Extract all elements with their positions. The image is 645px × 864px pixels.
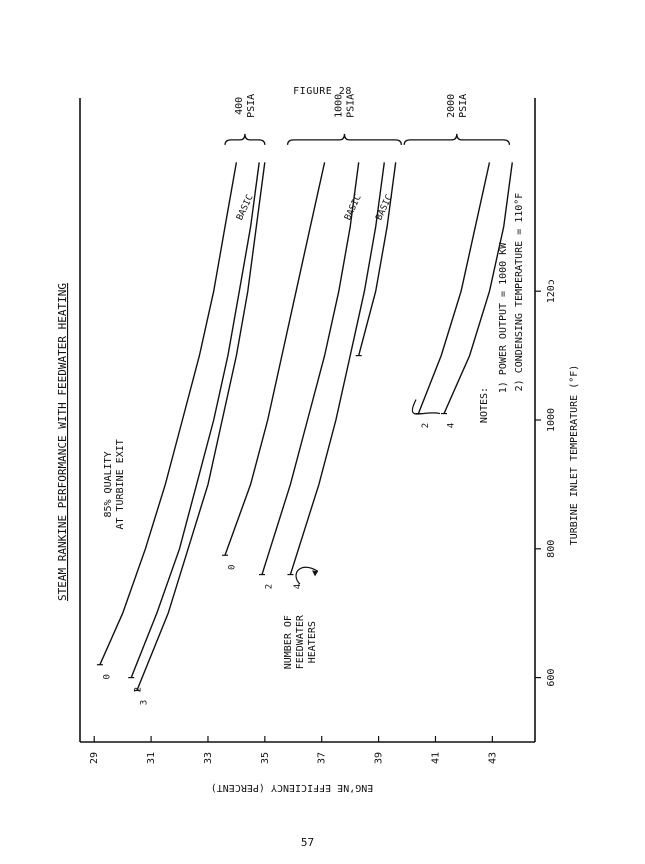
group-label-line1-0: 2000 [445,93,457,118]
group-label-line1-2: 400 [233,96,245,115]
group-label-line2-0: PSIA [457,93,469,118]
efficiency-tick-label-35: 35 [259,751,271,765]
efficiency-tick-label-39: 39 [373,751,385,765]
efficiency-ticks [89,736,498,793]
series-end-label-7: 2 [133,686,144,693]
series-line-6 [137,162,265,690]
efficiency-tick-label-33: 33 [202,751,214,765]
series-end-label-1: 2 [420,422,431,429]
group-brace-2 [225,134,265,145]
temperature-ticks [535,279,580,686]
group-label-line2-2: PSIA [245,93,257,118]
pressure-groups [225,94,509,145]
series-line-8 [100,162,237,664]
quality-arrow [412,400,440,415]
series-end-label-8: 0 [102,674,113,680]
series-end-label-6: 3 [139,699,150,706]
series-end-label-5: 0 [227,564,238,570]
heaters-note-line2: FEEDWATER [295,615,306,670]
group-brace-0 [404,134,509,145]
temperature-tick-label-600: 600 [546,668,557,687]
quality-note-line2: AT TURBINE EXIT [115,439,126,530]
series-end-label-0: 4 [446,422,457,429]
heaters-note-line3: HEATERS [307,621,318,664]
temperature-tick-label-1200: 120ɔ [546,279,557,304]
series-line-7 [131,162,259,677]
heaters-arrowhead [312,570,318,576]
heaters-note-line1: NUMBER OF [283,615,294,670]
series-line-3 [290,162,384,574]
efficiency-tick-label-31: 31 [146,751,158,765]
basic-label-400: BASIC [235,193,256,223]
figure-label: FIGURE 28 [293,86,352,97]
temperature-tick-label-800: 800 [546,539,557,558]
efficiency-tick-label-37: 37 [316,751,328,765]
series-end-label-3: 4 [292,583,303,590]
series-line-2 [359,162,396,355]
efficiency-tick-label-43: 43 [487,751,499,765]
series-line-5 [225,162,325,555]
efficiency-tick-label-29: 29 [89,751,101,765]
group-label-line1-1: 1000 [333,93,345,118]
temperature-tick-label-1000: 1000 [546,407,557,433]
basic-label-1000: BASIC [343,193,364,223]
efficiency-axis-label: ENG’NE EFFICIENCY (PERCENT) [210,782,374,793]
note-1: 1) POWER OUTPUT = 1000 KW [498,242,509,394]
temperature-axis-label: TURBINE INLET TEMPERATURE (°F) [569,364,580,546]
efficiency-tick-label-41: 41 [430,751,442,765]
group-brace-1 [288,134,402,145]
notes-title: NOTES: [479,386,490,424]
group-label-line2-1: PSIA [345,93,357,118]
note-2: 2) CONDENSING TEMPERATURE = 110°F [514,192,525,392]
annotations [56,193,525,670]
chart-title: STEAM RANKINE PERFORMANCE WITH FEEDWATER HEATING [56,283,69,601]
series-line-1 [418,162,489,413]
series-end-label-4: 2 [264,583,275,590]
basic-label-2000: BASIC [374,193,395,223]
quality-note-line1: 85% QUALITY [103,451,114,518]
page-number: 57 [300,836,315,849]
